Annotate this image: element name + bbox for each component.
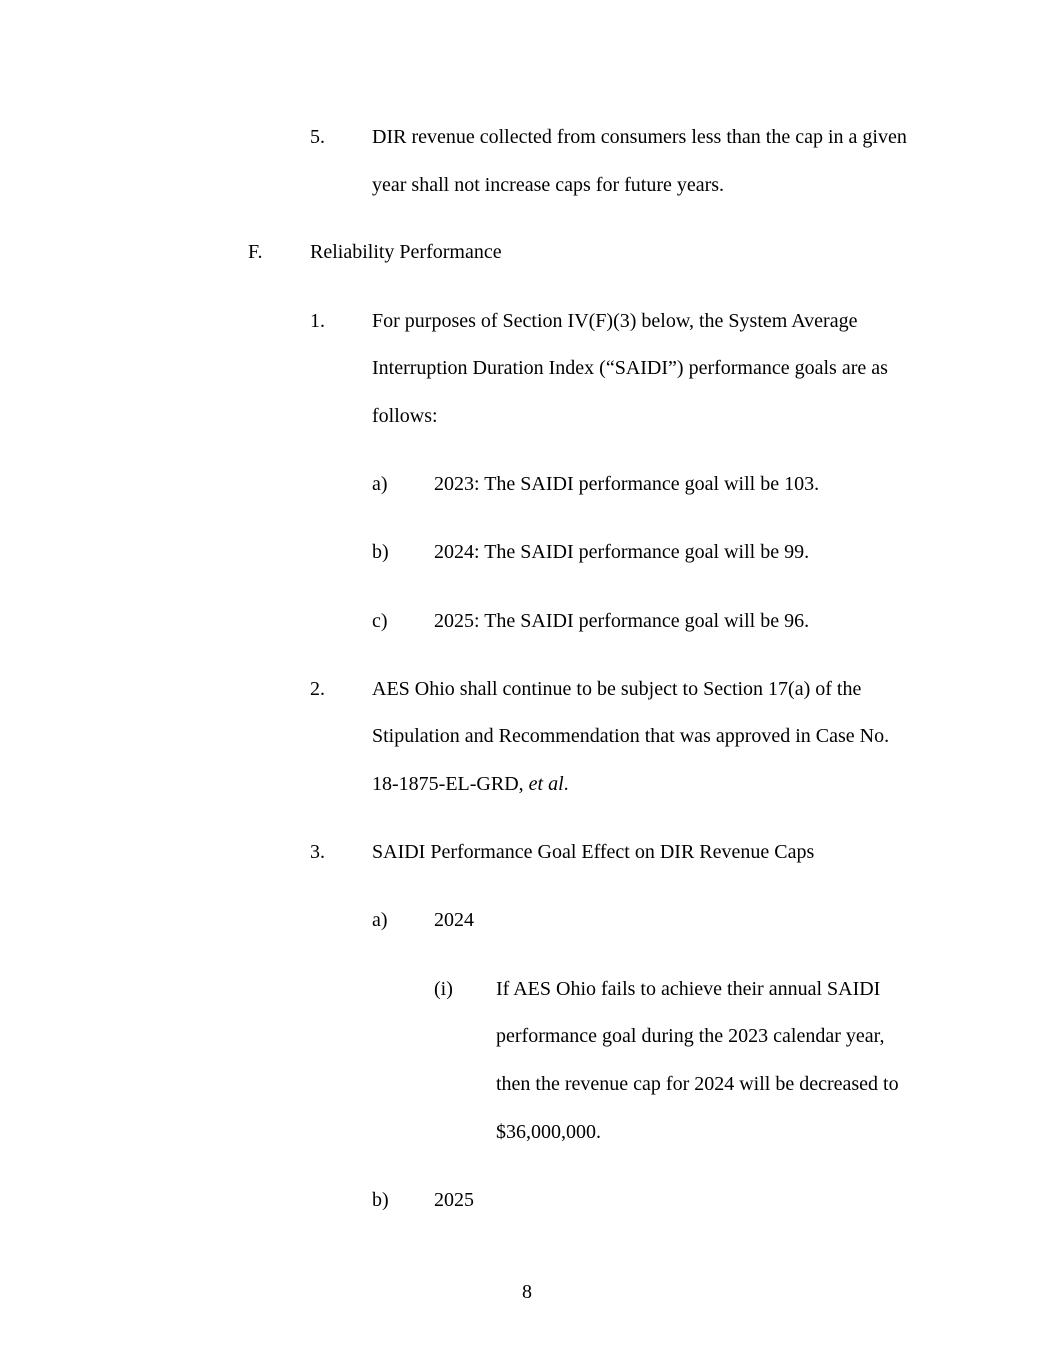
- item-label: b): [372, 1189, 389, 1211]
- item-text-line: 2023: The SAIDI performance goal will be 103.: [434, 473, 820, 495]
- item-text-line: 2025: The SAIDI performance goal will be 96.: [434, 610, 810, 632]
- item-label: F.: [248, 241, 263, 263]
- item-label: 3.: [310, 841, 325, 863]
- item-text-line: For purposes of Section IV(F)(3) below, the System Average: [372, 310, 858, 332]
- item-text-line: 2024: The SAIDI performance goal will be 99.: [434, 541, 810, 563]
- item-text-line: year shall not increase caps for future years.: [372, 174, 725, 196]
- page-number: 8: [522, 1281, 532, 1303]
- item-text-line: $36,000,000.: [496, 1121, 601, 1143]
- text: 18-1875-EL-GRD,: [372, 773, 529, 795]
- item-text-line: 2025: [434, 1189, 474, 1211]
- item-label: b): [372, 541, 389, 563]
- text: .: [563, 773, 569, 795]
- item-text-line: 2024: [434, 909, 474, 931]
- item-text-line: follows:: [372, 405, 438, 427]
- item-label: 1.: [310, 310, 325, 332]
- item-label: a): [372, 909, 388, 931]
- item-text-line: AES Ohio shall continue to be subject to Section 17(a) of the: [372, 678, 862, 700]
- item-label: c): [372, 610, 388, 632]
- item-text-line: SAIDI Performance Goal Effect on DIR Revenue Caps: [372, 841, 815, 863]
- item-text-line: [372, 772, 569, 796]
- item-text-line: Reliability Performance: [310, 241, 502, 263]
- item-label: 5.: [310, 126, 325, 148]
- item-text-line: Interruption Duration Index (“SAIDI”) performance goals are as: [372, 357, 888, 379]
- item-label: 2.: [310, 678, 325, 700]
- italic-text: et al: [528, 773, 564, 795]
- item-text-line: performance goal during the 2023 calendar year,: [496, 1025, 885, 1047]
- item-text-line: then the revenue cap for 2024 will be decreased to: [496, 1073, 899, 1095]
- item-text-line: If AES Ohio fails to achieve their annual SAIDI: [496, 978, 881, 1000]
- item-label: (i): [434, 978, 453, 1000]
- item-label: a): [372, 473, 388, 495]
- item-text-line: DIR revenue collected from consumers less than the cap in a given: [372, 126, 907, 148]
- item-text-line: Stipulation and Recommendation that was approved in Case No.: [372, 725, 890, 747]
